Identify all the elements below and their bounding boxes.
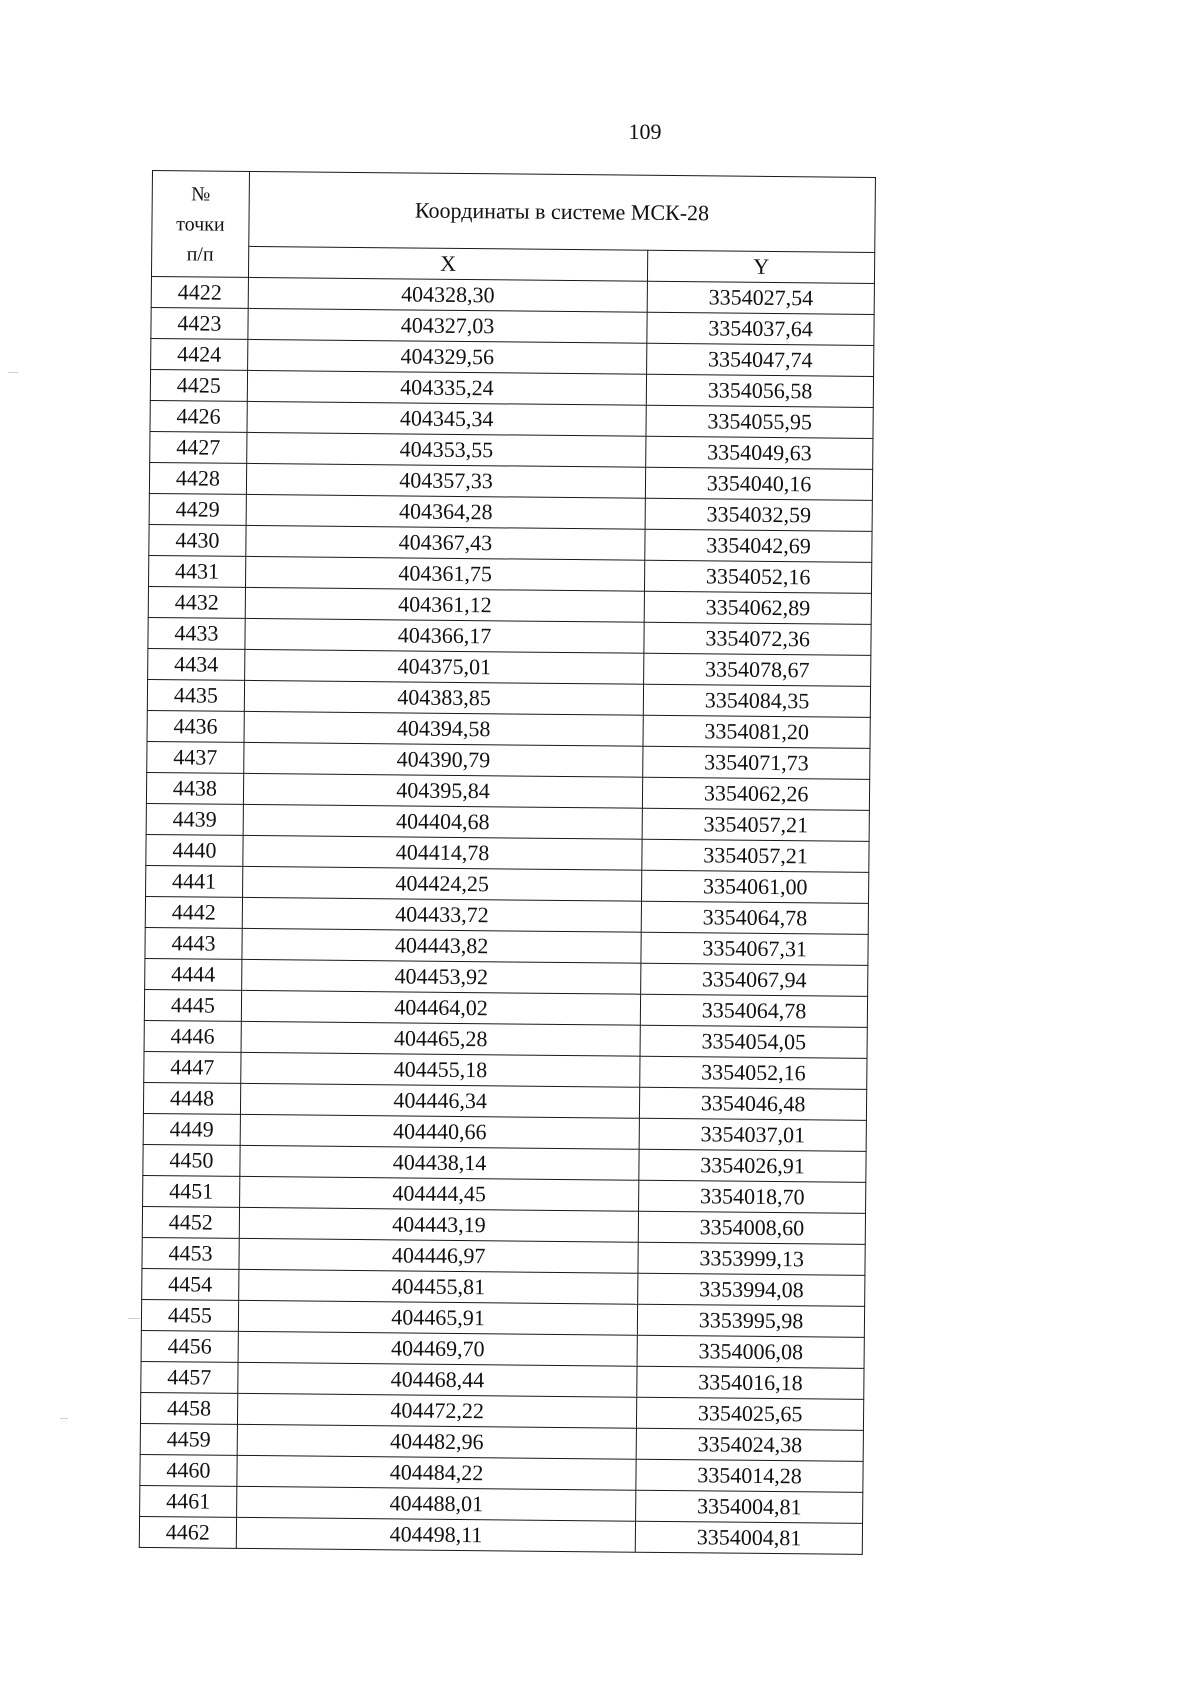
x-coordinate-cell: 404498,11 <box>236 1517 636 1552</box>
y-coordinate-cell: 3354084,35 <box>644 684 871 717</box>
x-coordinate-cell: 404367,43 <box>246 525 646 560</box>
x-coordinate-cell: 404353,55 <box>247 432 647 467</box>
x-coordinate-cell: 404484,22 <box>237 1455 637 1490</box>
y-coordinate-cell: 3354024,38 <box>636 1428 863 1461</box>
y-coordinate-cell: 3353995,98 <box>638 1304 865 1337</box>
x-coordinate-cell: 404327,03 <box>248 308 648 343</box>
x-coordinate-cell: 404424,25 <box>242 866 642 901</box>
table-row <box>139 1516 862 1554</box>
x-coordinate-cell: 404444,45 <box>239 1176 639 1211</box>
point-number-cell: 4453 <box>142 1237 239 1269</box>
y-coordinate-cell: 3354027,54 <box>647 281 874 314</box>
point-number-cell: 4436 <box>147 710 244 742</box>
y-coordinate-cell: 3354062,89 <box>644 591 871 624</box>
ordinal-label: п/п <box>186 242 214 266</box>
point-number-cell: 4461 <box>140 1485 237 1517</box>
point-number-cell: 4458 <box>140 1392 237 1424</box>
y-coordinate-cell: 3354016,18 <box>637 1366 864 1399</box>
x-coordinate-cell: 404472,22 <box>237 1393 637 1428</box>
point-label: точки <box>176 212 225 236</box>
x-coordinate-cell: 404468,44 <box>238 1362 638 1397</box>
y-coordinate-cell: 3354049,63 <box>646 436 873 469</box>
point-number-cell: 4440 <box>146 834 243 866</box>
y-coordinate-cell: 3354067,94 <box>641 963 868 996</box>
x-coordinate-cell: 404453,92 <box>242 959 642 994</box>
y-coordinate-cell: 3354067,31 <box>641 932 868 965</box>
point-number-cell: 4428 <box>149 462 246 494</box>
x-coordinate-cell: 404383,85 <box>244 680 644 715</box>
point-number-cell: 4438 <box>146 772 243 804</box>
y-coordinate-cell: 3354052,16 <box>640 1056 867 1089</box>
y-coordinate-cell: 3354037,01 <box>639 1118 866 1151</box>
point-number-cell: 4451 <box>143 1175 240 1207</box>
point-number-cell: 4433 <box>148 617 245 649</box>
point-number-cell: 4457 <box>141 1361 238 1393</box>
y-coordinate-cell: 3354057,21 <box>642 839 869 872</box>
point-number-cell: 4460 <box>140 1454 237 1486</box>
y-coordinate-cell: 3354008,60 <box>638 1211 865 1244</box>
y-coordinate-cell: 3354064,78 <box>641 901 868 934</box>
point-number-cell: 4446 <box>144 1020 241 1052</box>
x-coordinate-cell: 404345,34 <box>247 401 647 436</box>
y-coordinate-cell: 3354042,69 <box>645 529 872 562</box>
page-number: 109 <box>628 119 662 144</box>
x-coordinate-cell: 404404,68 <box>243 804 643 839</box>
point-number-header <box>151 171 249 278</box>
x-coordinate-cell: 404438,14 <box>240 1145 640 1180</box>
x-coordinate-cell: 404455,81 <box>239 1269 639 1304</box>
x-coordinate-cell: 404390,79 <box>244 742 644 777</box>
point-number-cell: 4426 <box>150 400 247 432</box>
point-number-cell: 4443 <box>145 927 242 959</box>
x-coordinate-cell: 404414,78 <box>243 835 643 870</box>
x-coordinate-cell: 404465,91 <box>238 1300 638 1335</box>
y-coordinate-cell: 3354072,36 <box>644 622 871 655</box>
x-coordinate-cell: 404375,01 <box>244 649 644 684</box>
point-number-cell: 4447 <box>144 1051 241 1083</box>
point-number-cell: 4424 <box>151 338 248 370</box>
point-number-cell: 4452 <box>142 1206 239 1238</box>
point-number-cell: 4432 <box>148 586 245 618</box>
y-coordinate-cell: 3353999,13 <box>638 1242 865 1275</box>
x-coordinate-cell: 404446,34 <box>240 1083 640 1118</box>
x-coordinate-cell: 404329,56 <box>247 339 647 374</box>
coordinates-system-header: Координаты в системе МСК-28 <box>249 171 876 252</box>
point-number-cell: 4427 <box>150 431 247 463</box>
point-number-cell: 4462 <box>139 1516 236 1548</box>
point-number-cell: 4429 <box>149 493 246 525</box>
y-coordinate-cell: 3354014,28 <box>636 1459 863 1492</box>
y-coordinate-cell: 3354052,16 <box>645 560 872 593</box>
point-number-cell: 4442 <box>145 896 242 928</box>
point-number-cell: 4439 <box>146 803 243 835</box>
y-coordinate-cell: 3354047,74 <box>647 343 874 376</box>
x-coordinate-cell: 404482,96 <box>237 1424 637 1459</box>
y-coordinate-cell: 3354046,48 <box>640 1087 867 1120</box>
point-number-cell: 4435 <box>147 679 244 711</box>
scan-mark <box>8 372 18 373</box>
x-coordinate-cell: 404394,58 <box>244 711 644 746</box>
x-coordinate-cell: 404465,28 <box>241 1021 641 1056</box>
y-coordinate-cell: 3354004,81 <box>636 1490 863 1523</box>
x-coordinate-cell: 404366,17 <box>245 618 645 653</box>
x-column-header: X <box>248 246 648 281</box>
point-number-cell: 4422 <box>151 276 248 308</box>
point-number-cell: 4449 <box>143 1113 240 1145</box>
point-number-cell: 4445 <box>144 989 241 1021</box>
y-coordinate-cell: 3354062,26 <box>643 777 870 810</box>
y-coordinate-cell: 3354056,58 <box>646 374 873 407</box>
y-coordinate-cell: 3354032,59 <box>645 498 872 531</box>
y-coordinate-cell: 3354064,78 <box>641 994 868 1027</box>
y-coordinate-cell: 3354057,21 <box>642 808 869 841</box>
x-coordinate-cell: 404361,75 <box>245 556 645 591</box>
x-coordinate-cell: 404488,01 <box>236 1486 636 1521</box>
point-number-cell: 4431 <box>149 555 246 587</box>
point-number-cell: 4425 <box>150 369 247 401</box>
x-coordinate-cell: 404328,30 <box>248 277 648 312</box>
table-body <box>139 171 875 1555</box>
point-number-cell: 4423 <box>151 307 248 339</box>
x-coordinate-cell: 404335,24 <box>247 370 647 405</box>
y-column-header: Y <box>648 250 875 283</box>
y-coordinate-cell: 3354054,05 <box>640 1025 867 1058</box>
table-header-row <box>152 171 876 253</box>
y-coordinate-cell: 3354040,16 <box>646 467 873 500</box>
x-coordinate-cell: 404446,97 <box>239 1238 639 1273</box>
x-coordinate-cell: 404464,02 <box>241 990 641 1025</box>
y-coordinate-cell: 3354078,67 <box>644 653 871 686</box>
point-number-cell: 4448 <box>143 1082 240 1114</box>
x-coordinate-cell: 404395,84 <box>243 773 643 808</box>
y-coordinate-cell: 3354018,70 <box>639 1180 866 1213</box>
x-coordinate-cell: 404443,19 <box>239 1207 639 1242</box>
y-coordinate-cell: 3354071,73 <box>643 746 870 779</box>
y-coordinate-cell: 3354025,65 <box>637 1397 864 1430</box>
y-coordinate-cell: 3353994,08 <box>638 1273 865 1306</box>
x-coordinate-cell: 404469,70 <box>238 1331 638 1366</box>
y-coordinate-cell: 3354061,00 <box>642 870 869 903</box>
y-coordinate-cell: 3354006,08 <box>637 1335 864 1368</box>
coordinates-table <box>139 170 876 1555</box>
point-number-cell: 4430 <box>149 524 246 556</box>
point-number-cell: 4456 <box>141 1330 238 1362</box>
point-number-cell: 4450 <box>143 1144 240 1176</box>
point-number-cell: 4454 <box>142 1268 239 1300</box>
x-coordinate-cell: 404361,12 <box>245 587 645 622</box>
point-number-cell: 4437 <box>147 741 244 773</box>
x-coordinate-cell: 404433,72 <box>242 897 642 932</box>
scan-mark <box>60 1418 68 1419</box>
point-number-cell: 4434 <box>148 648 245 680</box>
number-sign: № <box>191 182 211 206</box>
y-coordinate-cell: 3354026,91 <box>639 1149 866 1182</box>
y-coordinate-cell: 3354081,20 <box>643 715 870 748</box>
x-coordinate-cell: 404440,66 <box>240 1114 640 1149</box>
point-number-cell: 4459 <box>140 1423 237 1455</box>
y-coordinate-cell: 3354004,81 <box>635 1521 862 1554</box>
point-number-cell: 4444 <box>145 958 242 990</box>
x-coordinate-cell: 404455,18 <box>241 1052 641 1087</box>
x-coordinate-cell: 404443,82 <box>242 928 642 963</box>
x-coordinate-cell: 404357,33 <box>246 463 646 498</box>
y-coordinate-cell: 3354055,95 <box>646 405 873 438</box>
y-coordinate-cell: 3354037,64 <box>647 312 874 345</box>
scan-mark <box>128 1318 140 1319</box>
point-number-cell: 4455 <box>141 1299 238 1331</box>
point-number-cell: 4441 <box>146 865 243 897</box>
x-coordinate-cell: 404364,28 <box>246 494 646 529</box>
